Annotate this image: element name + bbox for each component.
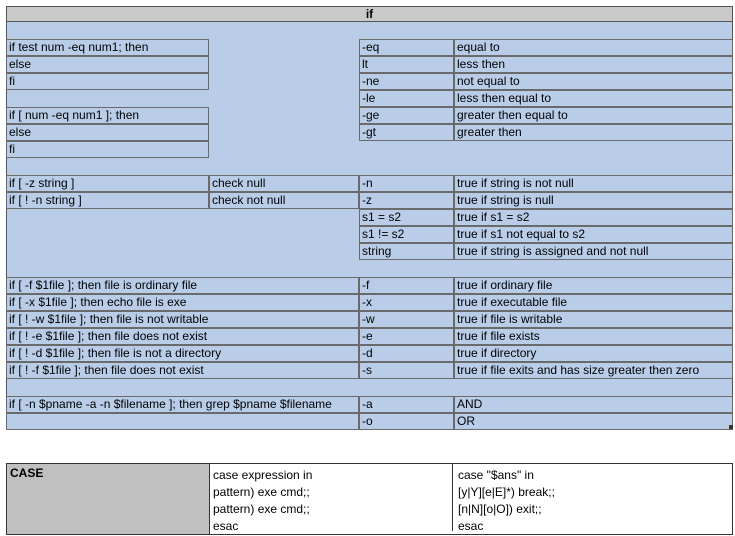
code-cell: if [ ! -e $1file ]; then file does not exist [6,328,359,345]
code-cell: else [6,56,209,73]
code-cell: if [ -f $1file ]; then file is ordinary file [6,277,359,294]
table-row [6,90,733,107]
table-row [6,107,733,124]
table-row [6,345,733,362]
table-row [6,413,733,430]
case-example-line: case "$ans" in [458,468,534,482]
operator-cell: -z [359,192,454,209]
description-cell: AND [454,396,733,413]
description-cell: not equal to [454,73,733,90]
table-row [6,124,733,141]
code-cell: fi [6,73,209,90]
description-cell: true if file is writable [454,311,733,328]
table-row [6,311,733,328]
table-row [6,226,733,243]
operator-cell: string [359,243,454,260]
description-cell: greater then [454,124,733,141]
operator-cell: -s [359,362,454,379]
table-row [6,141,733,158]
operator-cell: lt [359,56,454,73]
operator-cell: -e [359,328,454,345]
case-example-line: [n|N][o|O]) exit;; [458,502,542,516]
operator-cell: -ge [359,107,454,124]
description-cell: true if file exits and has size greater then zero [454,362,733,379]
operator-cell: -gt [359,124,454,141]
code-cell: else [6,124,209,141]
table-row [6,396,733,413]
description-cell: greater then equal to [454,107,733,124]
code-cell: if test num -eq num1; then [6,39,209,56]
description-cell: true if executable file [454,294,733,311]
operator-cell: s1 != s2 [359,226,454,243]
operator-cell: -ne [359,73,454,90]
code-cell: fi [6,141,209,158]
code-cell: if [ -z string ] [6,175,209,192]
description-cell: true if file exists [454,328,733,345]
description-cell: true if string is not null [454,175,733,192]
operator-cell: -n [359,175,454,192]
sheet-title: if [6,6,733,22]
table-row [6,362,733,379]
case-syntax [213,464,453,531]
case-example-line: esac [458,519,484,533]
operator-cell: -eq [359,39,454,56]
code-cell: if [ ! -d $1file ]; then file is not a directory [6,345,359,362]
code-cell: if [ num -eq num1 ]; then [6,107,209,124]
case-syntax-line: case expression in [213,468,313,482]
code-cell: if [ -x $1file ]; then echo file is exe [6,294,359,311]
case-example-line: [y|Y][e|E]*) break;; [458,485,555,499]
table-row [6,73,733,90]
table-row [6,209,733,226]
case-table [6,463,733,535]
case-label: CASE [7,464,210,534]
table-row [6,192,733,209]
case-syntax-line: pattern) exe cmd;; [213,485,310,499]
description-cell: less then equal to [454,90,733,107]
code-cell: if [ ! -w $1file ]; then file is not writable [6,311,359,328]
resize-handle[interactable] [729,425,733,429]
table-row [6,294,733,311]
case-syntax-line: pattern) exe cmd;; [213,502,310,516]
note-cell: check not null [209,192,359,209]
description-cell: true if s1 = s2 [454,209,733,226]
operator-cell: -w [359,311,454,328]
description-cell: true if string is null [454,192,733,209]
description-cell: OR [454,413,733,430]
operator-cell: -d [359,345,454,362]
operator-cell: -a [359,396,454,413]
table-row [6,39,733,56]
note-cell: check null [209,175,359,192]
table-row [6,243,733,260]
operator-cell: -o [359,413,454,430]
code-cell [6,413,359,430]
case-example [458,467,555,535]
description-cell: true if ordinary file [454,277,733,294]
table-row [6,175,733,192]
description-cell: true if directory [454,345,733,362]
case-syntax-line: esac [213,519,239,533]
description-cell: true if s1 not equal to s2 [454,226,733,243]
code-cell: if [ ! -n string ] [6,192,209,209]
code-cell: if [ -n $pname -a -n $filename ]; then grep $pname $filename [6,396,359,413]
operator-cell: -x [359,294,454,311]
operator-cell: -f [359,277,454,294]
description-cell: true if string is assigned and not null [454,243,733,260]
description-cell: less then [454,56,733,73]
code-cell: if [ ! -f $1file ]; then file does not exist [6,362,359,379]
table-row [6,328,733,345]
table-row [6,56,733,73]
table-row [6,277,733,294]
operator-cell: s1 = s2 [359,209,454,226]
operator-cell: -le [359,90,454,107]
description-cell: equal to [454,39,733,56]
